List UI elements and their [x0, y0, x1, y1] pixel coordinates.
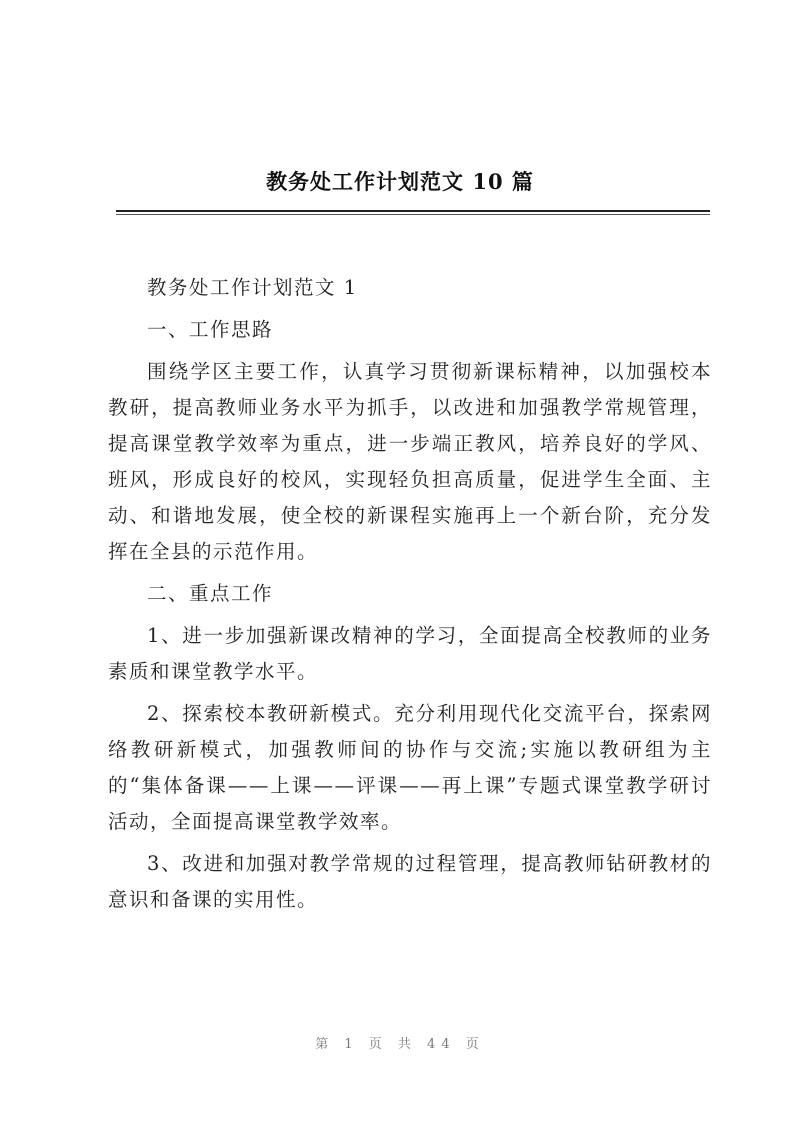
subheading: 二、重点工作 — [147, 582, 274, 605]
title-rule-thin — [116, 214, 710, 215]
title-rule — [116, 210, 710, 212]
paragraph: 1、进一步加强新课改精神的学习，全面提高全校教师的业务素质和课堂教学水平。 — [108, 624, 712, 683]
paragraph: 3、改进和加强对教学常规的过程管理，提高教师钻研教材的意识和备课的实用性。 — [108, 852, 712, 911]
subheading: 一、工作思路 — [147, 318, 274, 341]
paragraph: 2、探索校本教研新模式。充分利用现代化交流平台，探索网络教研新模式，加强教师间的协作与交流;实施以教研组为主的“集体备课——上课——评课——再上课”专题式课堂教学研讨活动，全面提高课堂教学效率。 — [108, 702, 712, 833]
document-title: 教务处工作计划范文 10 篇 — [266, 169, 534, 194]
section-heading: 教务处工作计划范文 1 — [147, 276, 358, 299]
paragraph: 围绕学区主要工作，认真学习贯彻新课标精神，以加强校本教研，提高教师业务水平为抓手，以改进和加强教学常规管理，提高课堂教学效率为重点，进一步端正教风，培养良好的学风、班风，形成良好的校风，实现轻负担高质量，促进学生全面、主动、和谐地发展，使全校的新课程实施再上一个新台阶，充分发挥在全县的示范作用。 — [108, 360, 712, 563]
document-body — [108, 270, 712, 918]
page-footer: 第 1 页 共 44 页 — [315, 1037, 485, 1052]
